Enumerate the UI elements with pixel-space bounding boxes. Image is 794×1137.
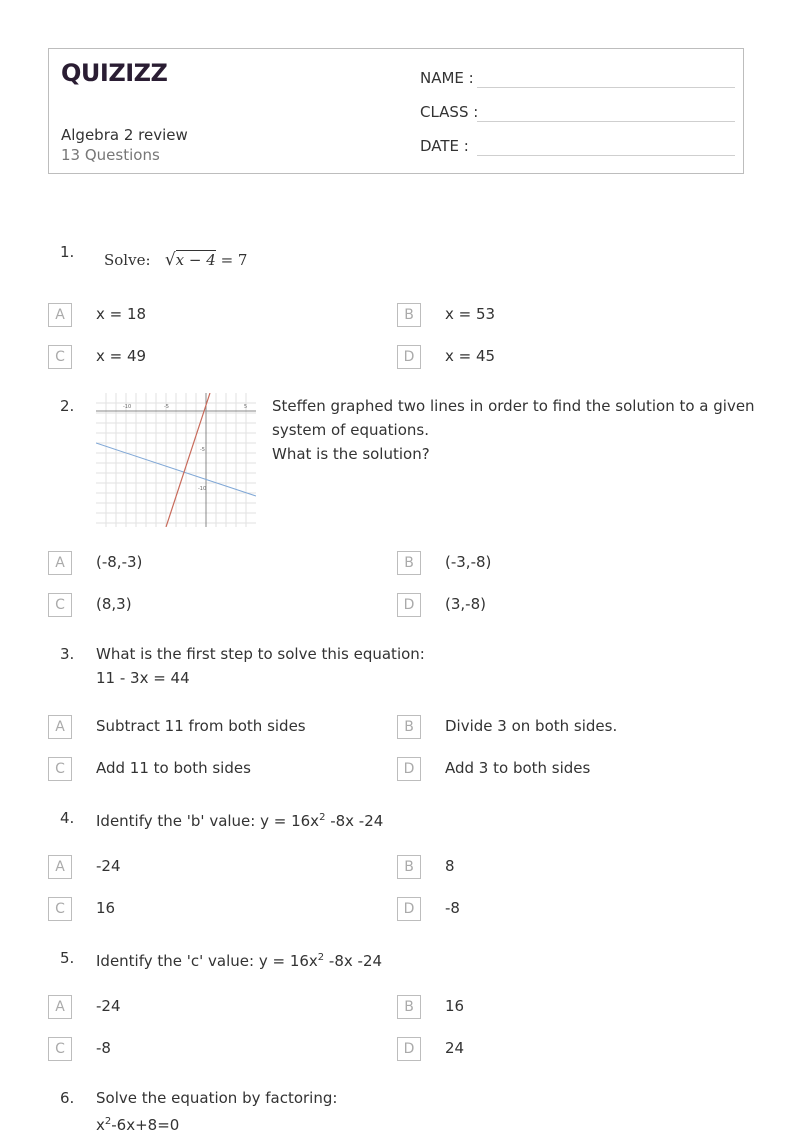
question-4-post: -8x -24 (325, 812, 384, 830)
question-number: 6. (60, 1089, 75, 1107)
option-letter: A (48, 303, 72, 327)
question-4-text (96, 806, 383, 833)
question-5-post: -8x -24 (324, 952, 383, 970)
option-text: 8 (445, 857, 455, 875)
question-6-line-1: Solve the equation by factoring: (96, 1089, 338, 1107)
option-letter: B (397, 303, 421, 327)
option-b[interactable] (397, 303, 727, 327)
question-2-line-2: system of equations. (272, 421, 429, 439)
option-letter: A (48, 855, 72, 879)
question-6-line-2 (96, 1110, 337, 1137)
option-c[interactable] (48, 897, 378, 921)
option-text: Subtract 11 from both sides (96, 717, 306, 735)
option-text: (8,3) (96, 595, 132, 613)
option-text: 16 (96, 899, 116, 917)
question-count: 13 Questions (61, 146, 160, 164)
option-text: Add 11 to both sides (96, 759, 251, 777)
option-letter: C (48, 593, 72, 617)
option-d[interactable] (397, 757, 727, 781)
option-c[interactable] (48, 1037, 378, 1061)
option-b[interactable] (397, 551, 727, 575)
name-label: NAME : (420, 69, 474, 87)
option-letter: A (48, 715, 72, 739)
option-a[interactable] (48, 855, 378, 879)
date-field[interactable] (420, 137, 735, 159)
date-label: DATE : (420, 137, 469, 155)
option-b[interactable] (397, 855, 727, 879)
question-1-expression (104, 248, 247, 272)
graph-image (96, 393, 256, 527)
option-text: x = 45 (445, 347, 496, 365)
option-c[interactable] (48, 757, 378, 781)
option-c[interactable] (48, 593, 378, 617)
option-a[interactable] (48, 715, 378, 739)
question-3-line-1: What is the first step to solve this equation: (96, 645, 425, 663)
exponent: 2 (104, 1116, 112, 1127)
sqrt-symbol: √ (164, 250, 176, 270)
class-field[interactable] (420, 103, 735, 125)
option-b[interactable] (397, 995, 727, 1019)
question-4-pre: Identify the 'b' value: y = 16x (96, 812, 320, 830)
option-text: Divide 3 on both sides. (445, 717, 618, 735)
option-a[interactable] (48, 303, 378, 327)
quizizz-logo: QUIZIZZ (61, 59, 168, 87)
question-3-text (96, 642, 425, 690)
option-letter: A (48, 551, 72, 575)
tick-label-x-10: -10 (123, 404, 132, 410)
option-letter: D (397, 897, 421, 921)
option-text: -8 (445, 899, 460, 917)
tick-label-x5: 5 (244, 404, 248, 410)
option-text: -24 (96, 857, 121, 875)
option-text: -24 (96, 997, 121, 1015)
question-6-text (96, 1086, 337, 1137)
option-text: (3,-8) (445, 595, 486, 613)
option-letter: C (48, 757, 72, 781)
option-text: x = 49 (96, 347, 147, 365)
option-c[interactable] (48, 345, 378, 369)
name-line[interactable] (477, 87, 735, 88)
option-letter: B (397, 855, 421, 879)
option-d[interactable] (397, 1037, 727, 1061)
option-letter: B (397, 715, 421, 739)
question-number: 3. (60, 645, 75, 663)
option-letter: A (48, 995, 72, 1019)
option-text: 24 (445, 1039, 465, 1057)
solve-label: Solve: (104, 251, 151, 269)
radicand: x − 4 (175, 251, 216, 269)
tick-label-x-5: -5 (164, 404, 169, 410)
question-5-pre: Identify the 'c' value: y = 16x (96, 952, 318, 970)
option-d[interactable] (397, 897, 727, 921)
option-text: -8 (96, 1039, 111, 1057)
question-6-base: x (96, 1116, 105, 1134)
question-2-line-3: What is the solution? (272, 445, 430, 463)
worksheet-header (48, 48, 744, 174)
option-b[interactable] (397, 715, 727, 739)
option-letter: C (48, 345, 72, 369)
option-d[interactable] (397, 345, 727, 369)
tick-label-y-5: -5 (200, 447, 205, 453)
question-5-text (96, 946, 382, 973)
option-letter: D (397, 345, 421, 369)
option-text: x = 18 (96, 305, 147, 323)
question-3-line-2: 11 - 3x = 44 (96, 669, 190, 687)
option-text: Add 3 to both sides (445, 759, 591, 777)
option-text: 16 (445, 997, 465, 1015)
question-number: 2. (60, 397, 75, 415)
option-text: (-3,-8) (445, 553, 492, 571)
question-number: 5. (60, 949, 75, 967)
class-line[interactable] (477, 121, 735, 122)
option-text: x = 53 (445, 305, 496, 323)
worksheet-title: Algebra 2 review (61, 126, 188, 144)
option-d[interactable] (397, 593, 727, 617)
option-letter: C (48, 897, 72, 921)
option-letter: D (397, 1037, 421, 1061)
option-a[interactable] (48, 995, 378, 1019)
graph-grid (96, 393, 256, 527)
question-6-rest: -6x+8=0 (111, 1116, 180, 1134)
date-line[interactable] (477, 155, 735, 156)
class-label: CLASS : (420, 103, 479, 121)
option-letter: D (397, 593, 421, 617)
question-number: 4. (60, 809, 75, 827)
option-letter: D (397, 757, 421, 781)
option-text: (-8,-3) (96, 553, 143, 571)
option-letter: B (397, 551, 421, 575)
exponent: 2 (319, 812, 326, 823)
question-2-line-1: Steffen graphed two lines in order to find the solution to a given (272, 397, 755, 415)
tick-label-y-10: -10 (198, 486, 207, 492)
name-field[interactable] (420, 69, 735, 91)
exponent: 2 (317, 952, 325, 963)
option-a[interactable] (48, 551, 378, 575)
option-letter: C (48, 1037, 72, 1061)
question-2-text (272, 394, 755, 466)
option-letter: B (397, 995, 421, 1019)
equation-rhs: = 7 (220, 251, 248, 269)
question-number: 1. (60, 243, 75, 261)
